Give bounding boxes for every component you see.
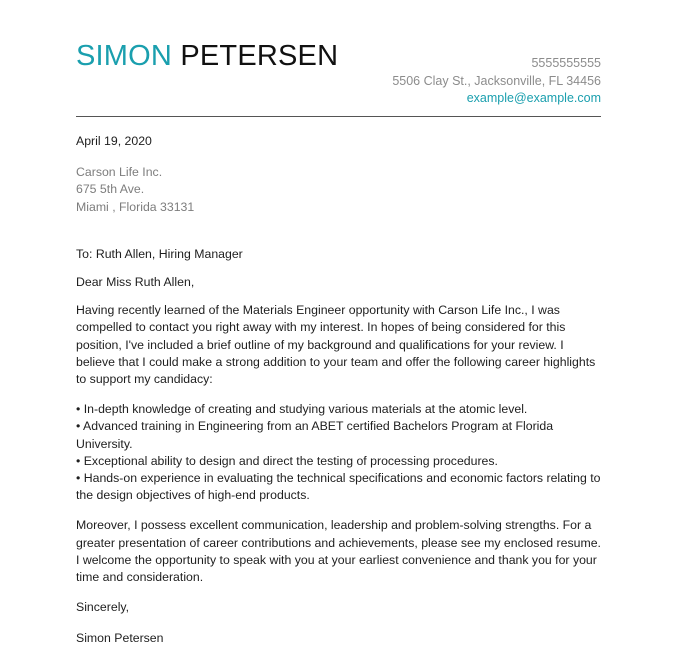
- contact-block: [392, 55, 601, 108]
- street-address: 5506 Clay St., Jacksonville, FL 34456: [392, 73, 601, 88]
- closing-phrase: Sincerely,: [76, 600, 130, 615]
- email-link[interactable]: example@example.com: [466, 91, 601, 105]
- recipient-company: Carson Life Inc.: [76, 165, 163, 180]
- cover-letter-page: [76, 0, 601, 646]
- highlights-list: [76, 401, 601, 504]
- header-divider: [76, 116, 601, 117]
- recipient-city: Miami , Florida 33131: [76, 199, 195, 214]
- first-name: SIMON: [76, 40, 173, 72]
- salutation: Dear Miss Ruth Allen,: [76, 275, 195, 290]
- intro-paragraph: Having recently learned of the Materials Engineer opportunity with Carson Life Inc., I was compelled to contact you right away with my interest. In hopes of being considered for this position, I've included a brief outline of my background and qualifications for your review. I believe that I could make a strong addition to your team and offer the following career highlights to support my candidacy:: [76, 303, 596, 387]
- highlight-item: • In-depth knowledge of creating and studying various materials at the atomic level.: [76, 402, 528, 417]
- letter-date: April 19, 2020: [76, 134, 152, 148]
- highlight-item: • Exceptional ability to design and direct the testing of processing procedures.: [76, 453, 498, 468]
- applicant-name: [76, 40, 338, 73]
- highlight-item: • Hands-on experience in evaluating the technical specifications and economic factors relating to the design objectives of high-end products.: [76, 471, 601, 503]
- phone-number: 5555555555: [531, 56, 601, 70]
- letter-body: [76, 133, 601, 648]
- to-line: To: Ruth Allen, Hiring Manager: [76, 246, 243, 261]
- signature-name: Simon Petersen: [76, 631, 164, 646]
- letter-header: [76, 0, 601, 118]
- recipient-address: [76, 164, 601, 216]
- recipient-street: 675 5th Ave.: [76, 182, 145, 197]
- last-name: PETERSEN: [180, 40, 339, 72]
- closing-paragraph: Moreover, I possess excellent communication, leadership and problem-solving strengths. For a greater presentation of career contributions and achievements, please see my enclosed resume. I welcome the opportunity to speak with you at your earliest convenience and thank you for your time and consideration.: [76, 518, 601, 585]
- highlight-item: • Advanced training in Engineering from an ABET certified Bachelors Program at Florida University.: [76, 419, 554, 451]
